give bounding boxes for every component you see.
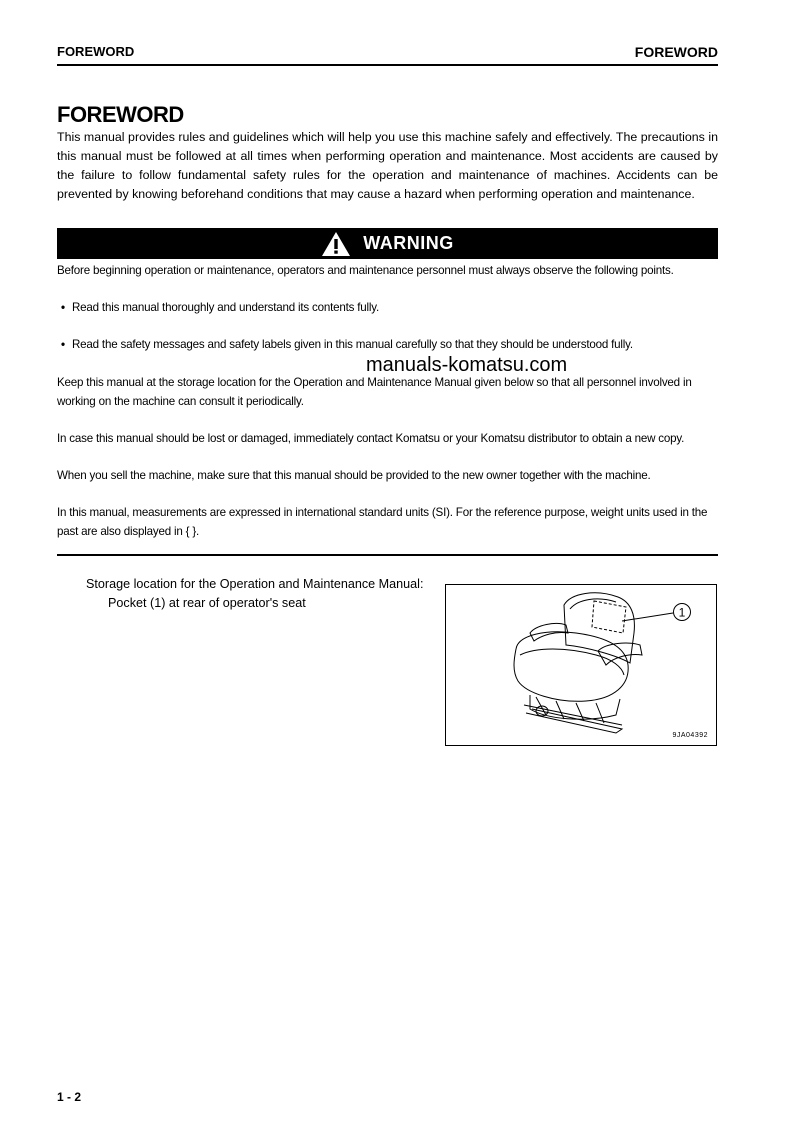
seat-figure (445, 584, 717, 746)
figure-callout-number: 1 (678, 605, 686, 620)
warning-banner (57, 228, 718, 259)
watermark: manuals-komatsu.com (366, 354, 568, 376)
warning-bullet-text: Read this manual thoroughly and understand its contents fully. (72, 301, 380, 314)
bullet-dot-icon: • (61, 301, 65, 314)
storage-detail: Pocket (1) at rear of operator's seat (108, 596, 306, 610)
warning-lead: Before beginning operation or maintenance, operators and maintenance personnel must always observe the following points. (57, 264, 674, 277)
warning-triangle-icon (321, 231, 351, 257)
warning-bullet (61, 298, 379, 317)
page-title: FOREWORD (57, 102, 184, 127)
intro-paragraph: This manual provides rules and guidelines which will help you use this machine safely and effectively. The precautions in this manual must be followed at all times when performing operation and maintenance. Most accidents are caused by the failure to follow fundamental safety rules for the operation and maintenance of machines. Accidents can be prevented by knowing beforehand conditions that may cause a hazard when performing operation and maintenance. (57, 130, 718, 201)
paragraph-sell: When you sell the machine, make sure that this manual should be provided to the new owner together with the machine. (57, 469, 651, 482)
storage-location (86, 575, 423, 613)
paragraph-lost: In case this manual should be lost or damaged, immediately contact Komatsu or your Komatsu distributor to obtain a new copy. (57, 432, 685, 445)
page-number: 1 - 2 (57, 1090, 82, 1104)
section-rule (57, 554, 718, 556)
warning-bullet-text: Read the safety messages and safety labels given in this manual carefully so that they should be understood fully. (72, 338, 633, 351)
header-rule (57, 64, 718, 66)
operator-seat-illustration (446, 585, 716, 745)
bullet-dot-icon: • (61, 338, 65, 351)
paragraph-storage: Keep this manual at the storage location for the Operation and Maintenance Manual given below so that all personnel involved in working on the machine can consult it periodically. (57, 376, 692, 408)
header-section-left: FOREWORD (57, 44, 135, 59)
warning-label: WARNING (363, 233, 454, 253)
figure-code: 9JA04392 (672, 732, 708, 739)
warning-bullet (61, 335, 633, 354)
header-section-right: FOREWORD (634, 44, 718, 60)
paragraph-units: In this manual, measurements are expressed in international standard units (SI). For the reference purpose, weight units used in the past are also displayed in { }. (57, 506, 708, 538)
storage-heading: Storage location for the Operation and Maintenance Manual: (86, 577, 424, 591)
